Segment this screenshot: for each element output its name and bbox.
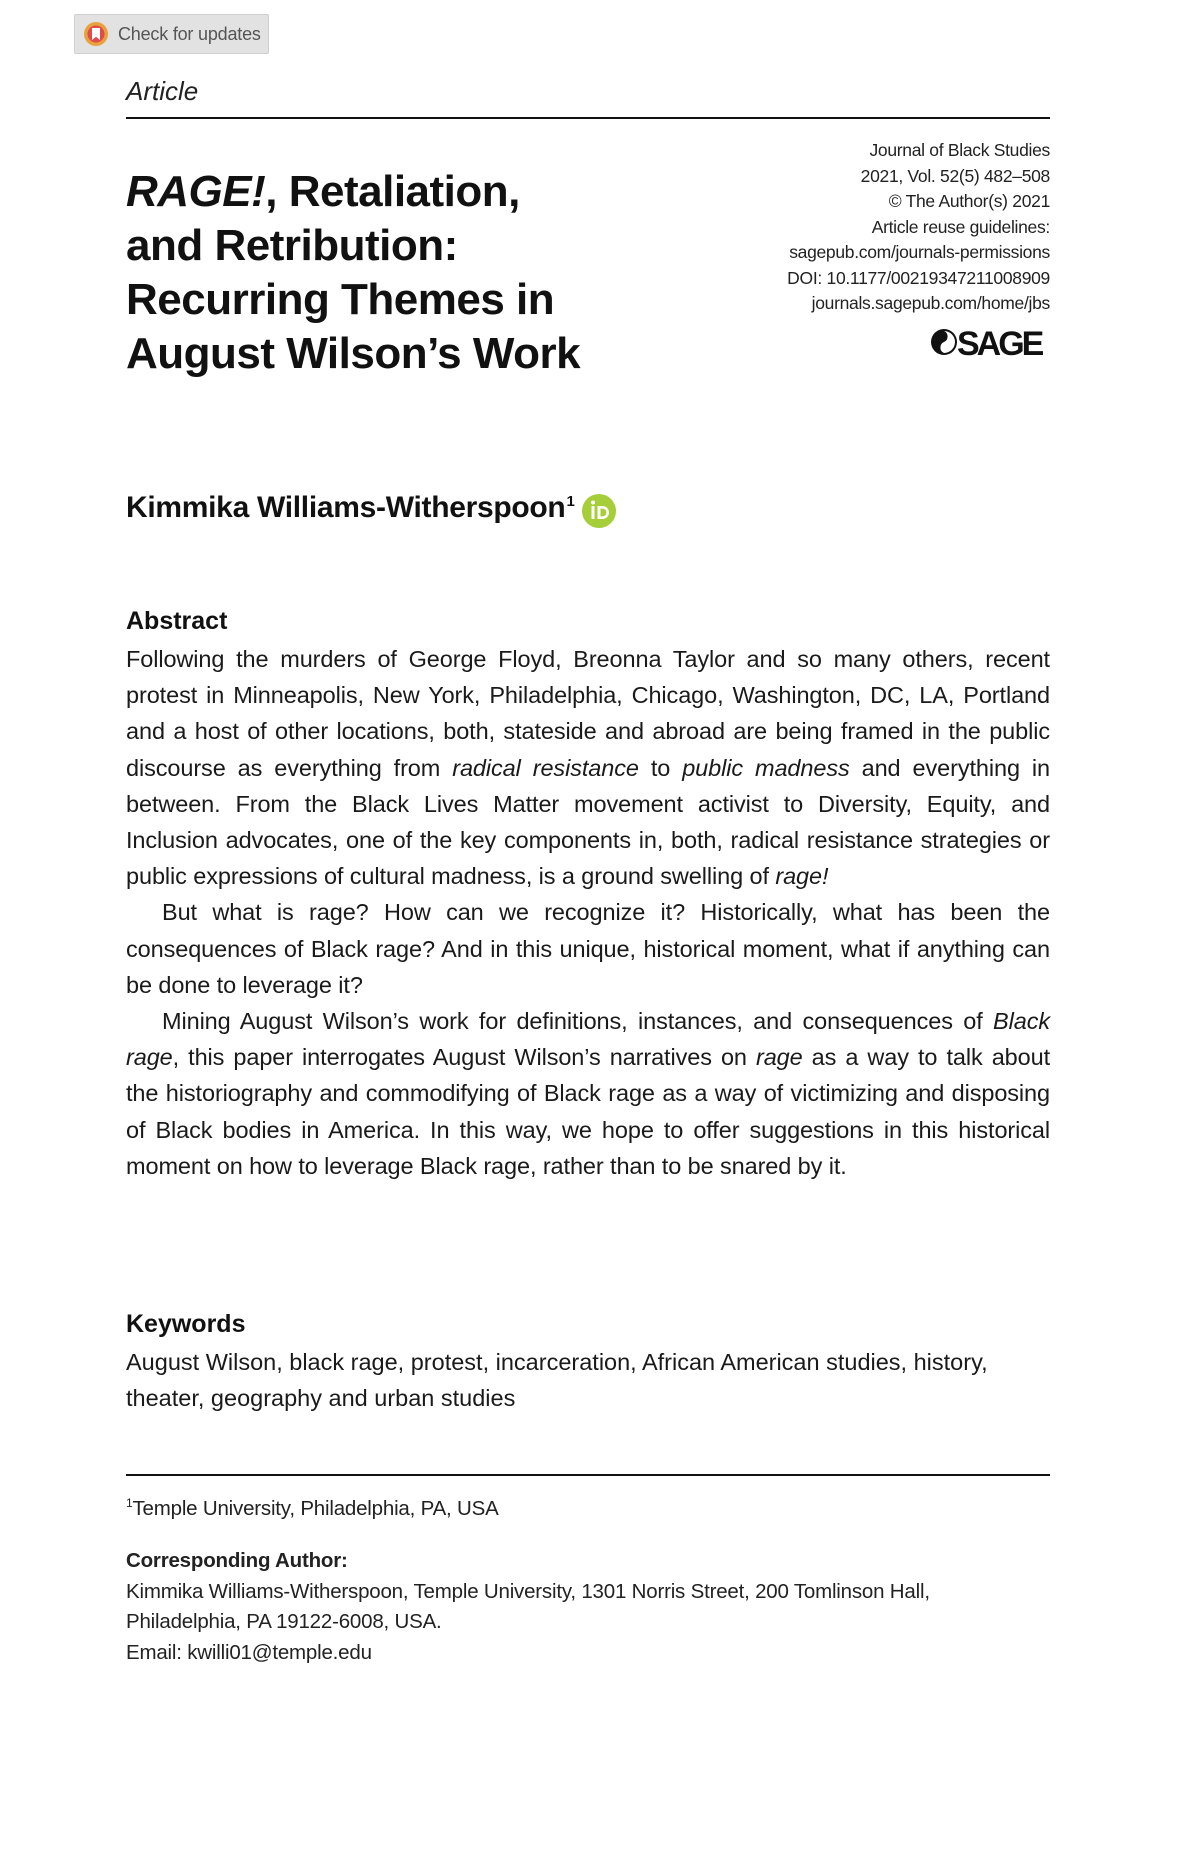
- check-for-updates-button[interactable]: [74, 14, 269, 54]
- check-updates-label: Check for updates: [118, 23, 261, 44]
- keywords-list: August Wilson, black rage, protest, incarceration, African American studies, history, theater, geography and urban studies: [126, 1349, 988, 1412]
- keywords-heading: Keywords: [126, 1310, 246, 1338]
- title-line-4: August Wilson’s Work: [126, 329, 581, 378]
- abstract-paragraph-2: But what is rage? How can we recognize it? Historically, what has been the consequences of Black rage? And in this unique, historical moment, what if anything can be done to leverage it?: [126, 899, 1050, 998]
- header-rule: [126, 117, 1050, 119]
- journal-info: [787, 138, 1050, 317]
- permissions-link[interactable]: sagepub.com/journals-permissions: [789, 242, 1050, 262]
- svg-text:SAGE: SAGE: [957, 325, 1042, 362]
- check-updates-icon: [83, 21, 109, 47]
- article-type-label: Article: [126, 76, 199, 106]
- affiliation-text: Temple University, Philadelphia, PA, USA: [132, 1496, 499, 1520]
- article-title: [126, 165, 746, 381]
- journal-name: Journal of Black Studies: [869, 140, 1050, 160]
- abstract-heading: Abstract: [126, 607, 228, 635]
- journal-homepage-link[interactable]: journals.sagepub.com/home/jbs: [811, 293, 1050, 313]
- corresponding-address-line-1: Kimmika Williams-Witherspoon, Temple University, 1301 Norris Street, 200 Tomlinson Hall,: [126, 1579, 930, 1603]
- title-line-2: and Retribution:: [126, 221, 458, 270]
- footnote-rule: [126, 1474, 1050, 1476]
- sage-logo: [930, 322, 1050, 362]
- affiliation-footnote: [126, 1496, 499, 1521]
- title-italic-part: RAGE!: [126, 167, 266, 216]
- title-line-3: Recurring Themes in: [126, 275, 555, 324]
- author-name[interactable]: Kimmika Williams-Witherspoon: [126, 491, 566, 524]
- title-line-1: , Retaliation,: [265, 167, 520, 216]
- author-byline: [126, 491, 617, 527]
- orcid-icon[interactable]: [581, 493, 617, 529]
- abstract-paragraph-1: Following the murders of George Floyd, Breonna Taylor and so many others, recent protest in Minneapolis, New York, Philadelphia, Chicago, Washington, DC, LA, Portland and a host of other locations, both, stateside and abroad are being framed in the public discourse as everything from radical resistance to public madness and everything in between. From the Black Lives Matter movement activist to Diversity, Equity, and Inclusion advocates, one of the key components in, both, radical resistance strategies or public expressions of cultural madness, is a ground swelling of rage!: [126, 646, 1050, 890]
- corresponding-author-heading: Corresponding Author:: [126, 1549, 348, 1572]
- corresponding-email[interactable]: Email: kwilli01@temple.edu: [126, 1640, 372, 1664]
- doi[interactable]: DOI: 10.1177/00219347211008909: [787, 267, 1050, 288]
- reuse-guidelines-label: Article reuse guidelines:: [871, 216, 1050, 237]
- corresponding-author: [126, 1546, 1050, 1668]
- affiliation-footnote-marker: 1: [126, 1496, 133, 1510]
- copyright-notice: © The Author(s) 2021: [888, 191, 1050, 211]
- corresponding-address-line-2: Philadelphia, PA 19122-6008, USA.: [126, 1610, 442, 1633]
- journal-volume: 2021, Vol. 52(5) 482–508: [860, 165, 1050, 186]
- abstract-paragraph-3: Mining August Wilson’s work for definitions, instances, and consequences of Black rage, this paper interrogates August Wilson’s narratives on rage as a way to talk about the historiography and commodifying of Black rage as a way of victimizing and disposing of Black bodies in America. In this way, we hope to offer suggestions in this historical moment on how to leverage Black rage, rather than to be snared by it.: [126, 1008, 1050, 1179]
- abstract-body: [126, 641, 1050, 1184]
- affiliation-marker: 1: [566, 493, 575, 510]
